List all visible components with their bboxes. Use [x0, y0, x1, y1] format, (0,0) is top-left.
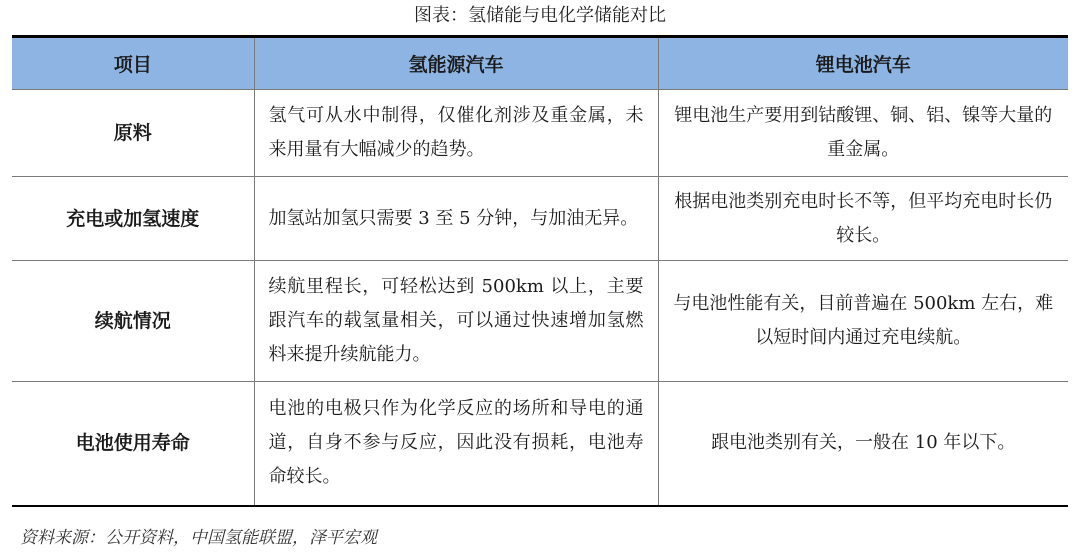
comparison-table [12, 35, 1068, 507]
source-note: 资料来源：公开资料，中国氢能联盟，泽平宏观 [20, 528, 377, 548]
row-item-label: 续航情况 [12, 261, 254, 382]
lithium-cell: 根据电池类别充电时长不等，但平均充电时长仍较长。 [658, 177, 1068, 261]
table-row [12, 177, 1068, 261]
header-lithium-car: 锂电池汽车 [658, 37, 1068, 90]
lithium-cell: 与电池性能有关，目前普遍在 500km 左右，难以短时间内通过充电续航。 [658, 261, 1068, 382]
row-item-label: 原料 [12, 90, 254, 177]
header-hydrogen-car: 氢能源汽车 [254, 37, 658, 90]
row-item-label: 充电或加氢速度 [12, 177, 254, 261]
hydrogen-cell: 加氢站加氢只需要 3 至 5 分钟，与加油无异。 [254, 177, 658, 261]
lithium-cell: 锂电池生产要用到钴酸锂、铜、铝、镍等大量的重金属。 [658, 90, 1068, 177]
hydrogen-cell: 续航里程长，可轻松达到 500km 以上，主要跟汽车的载氢量相关，可以通过快速增加氢燃料来提升续航能力。 [254, 261, 658, 382]
table-row [12, 382, 1068, 506]
table-header-row [12, 37, 1068, 90]
table-row [12, 261, 1068, 382]
header-item: 项目 [12, 37, 254, 90]
hydrogen-cell: 电池的电极只作为化学反应的场所和导电的通道，自身不参与反应，因此没有损耗，电池寿命较长。 [254, 382, 658, 506]
hydrogen-cell: 氢气可从水中制得，仅催化剂涉及重金属，未来用量有大幅减少的趋势。 [254, 90, 658, 177]
table-row [12, 90, 1068, 177]
lithium-cell: 跟电池类别有关，一般在 10 年以下。 [658, 382, 1068, 506]
table-caption: 图表：氢储能与电化学储能对比 [414, 5, 666, 26]
row-item-label: 电池使用寿命 [12, 382, 254, 506]
